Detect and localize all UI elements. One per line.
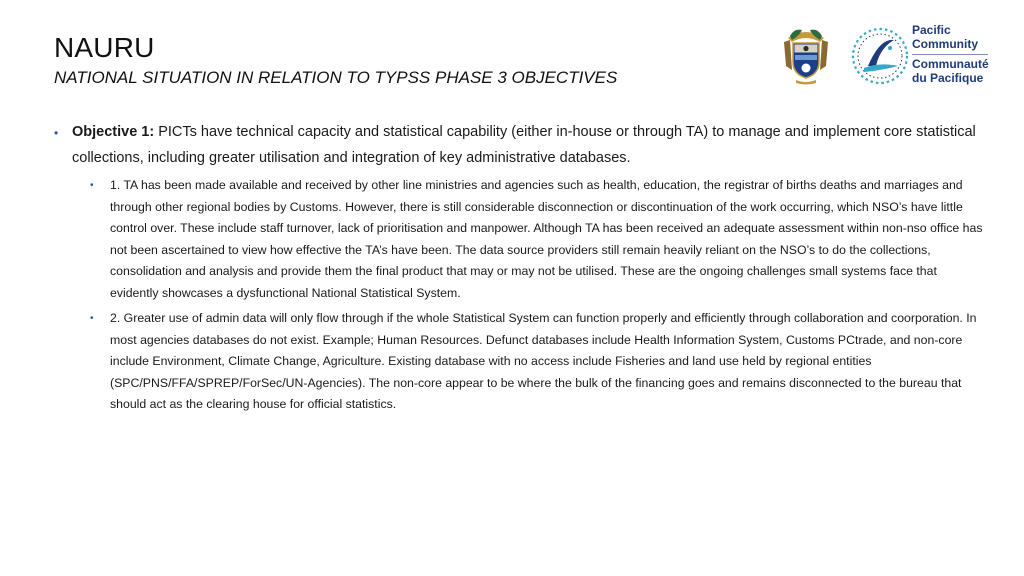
bullet-icon: • [90,180,94,191]
nauru-coat-of-arms-icon [780,24,832,86]
page-subtitle: NATIONAL SITUATION IN RELATION TO TYPSS PHASE 3 OBJECTIVES [54,68,618,87]
wordmark-line-2: Community [912,36,978,51]
bullet-icon: • [90,313,94,324]
pacific-community-wordmark [912,24,1004,85]
wordmark-line-3: Communauté [912,57,989,71]
objective-text: PICTs have technical capacity and statistical capability (either in-house or through TA) to manage and implement core statistical collections, including greater utilisation and integration of key administrative databases. [72,124,976,166]
sub-bullet-item [54,175,984,304]
objective-label: Objective 1: [72,124,155,140]
pacific-community-logo-icon [850,26,910,86]
sub-bullet-text: 2. Greater use of admin data will only flow through if the whole Statistical System can function properly and efficiently through collaboration and coorporation. In most agencies databases do not exist. Example; Human Resources. Defunct databases include Health Information System, Customs PCtrade, and non-core include Environment, Climate Change, Agriculture. Existing database with no access include Fisheries and land use held by regional entities (SPC/PNS/FFA/SPREP/ForSec/UN-Agencies). The non-core appear to be where the bulk of the financing goes and remains disconnected to the bureau that should act as the clearing house for official statistics. [110,311,977,411]
bullet-icon: • [54,126,59,140]
wordmark-line-1: Pacific [912,23,951,37]
wordmark-line-4: du Pacifique [912,70,984,85]
page-title: NAURU [54,32,155,63]
sub-bullet-item [54,308,984,416]
wordmark-divider [912,54,988,55]
sub-bullet-list [54,175,984,416]
slide-body [54,119,984,416]
logo-area [780,22,1000,88]
sub-bullet-text: 1. TA has been made available and received by other line ministries and agencies such as health, education, the registrar of births deaths and marriages and through other regional bodies by Customs. However, there is still considerable disconnection or discontinuation of the work occurring, which NSO’s have little control over. These include staff turnover, lack of prioritisation and manpower. Although TA has been received an adequate assessment within non-nso office has not been ascertained to view how effective the TA’s have been. The data source providers still remain heavily reliant on the NSO’s to do the collections, consolidation and analysis and provide them the final product that may or may not be utilised. These are the ongoing challenges small systems face that evidently showcases a dysfunctional National Statistical System. [110,178,983,300]
objective-bullet [54,119,984,171]
